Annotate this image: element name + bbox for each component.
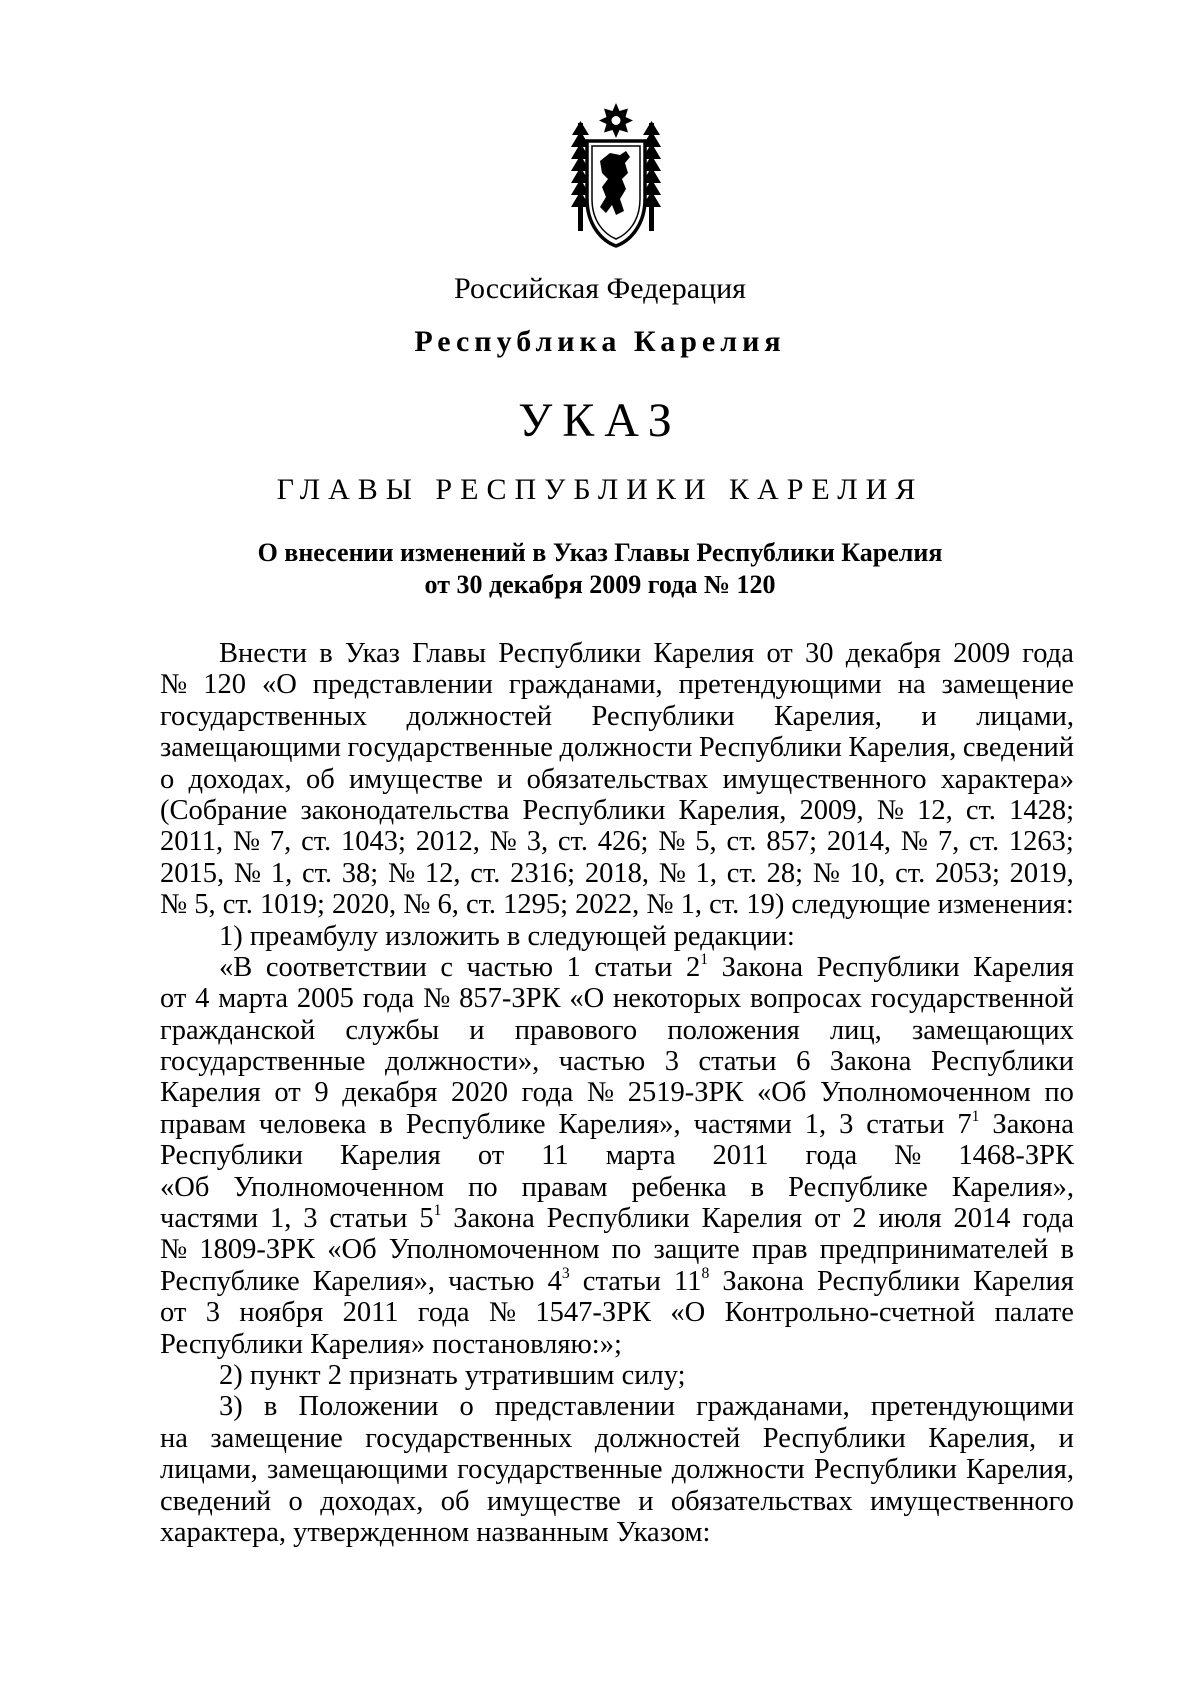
issuer-name: ГЛАВЫ РЕСПУБЛИКИ КАРЕЛИЯ <box>276 473 924 506</box>
body-line: государственных должностей Республики Карелия, и лицами, <box>160 700 1074 732</box>
body-line: сведений о доходах, об имуществе и обязательствах имущественного <box>160 1485 1074 1517</box>
body-line: на замещение государственных должностей Республики Карелия, и <box>160 1422 1074 1454</box>
document-body <box>160 638 1074 1548</box>
body-line: 2015, № 1, ст. 38; № 12, ст. 2316; 2018, № 1, ст. 28; № 10, ст. 2053; 2019, <box>160 857 1074 889</box>
body-line: Республики Карелия» постановляю:»; <box>160 1328 622 1360</box>
body-line: «Об Уполномоченном по правам ребенка в Республике Карелия», <box>160 1171 1074 1203</box>
body-line: правам человека в Республике Карелия», частями 1, 3 статьи $7^1$ Закона <box>160 1108 1074 1140</box>
body-line: от 4 марта 2005 года № 857-ЗРК «О некоторых вопросах государственной <box>160 983 1074 1015</box>
body-line: «В соответствии с частью 1 статьи $2^1$ Закона Республики Карелия <box>219 951 1074 983</box>
body-line: о доходах, об имуществе и обязательствах имущественного характера» <box>160 763 1074 795</box>
body-line: № 120 «О представлении гражданами, претендующими на замещение <box>160 669 1074 701</box>
body-line: замещающими государственные должности Республики Карелия, сведений <box>160 732 1074 764</box>
body-line: Карелия от 9 декабря 2020 года № 2519-ЗРК «Об Уполномоченном по <box>160 1077 1074 1109</box>
body-line: лицами, замещающими государственные должности Республики Карелия, <box>160 1454 1074 1486</box>
body-line: 3) в Положении о представлении гражданами, претендующими <box>219 1391 1074 1423</box>
document-title-line-2: от 30 декабря 2009 года № 120 <box>424 570 776 599</box>
country-name: Российская Федерация <box>454 272 746 305</box>
body-line: гражданской службы и правового положения лиц, замещающих <box>160 1014 1074 1046</box>
body-line: 2) пункт 2 признать утратившим силу; <box>219 1359 686 1391</box>
body-line: № 5, ст. 1019; 2020, № 6, ст. 1295; 2022, № 1, ст. 19) следующие изменения: <box>160 889 1074 921</box>
body-line: частями 1, 3 статьи $5^1$ Закона Республики Карелия от 2 июля 2014 года <box>160 1202 1074 1235</box>
body-line: государственные должности», частью 3 статьи 6 Закона Республики <box>160 1046 1074 1078</box>
body-line: характера, утвержденном названным Указом: <box>160 1516 711 1548</box>
republic-name: Республика Карелия <box>414 325 786 358</box>
body-line: Внести в Указ Главы Республики Карелия от 30 декабря 2009 года <box>219 638 1074 669</box>
body-line: № 1809-ЗРК «Об Уполномоченном по защите прав предпринимателей в <box>160 1234 1074 1266</box>
body-line: 1) преамбулу изложить в следующей редакции: <box>219 920 795 952</box>
body-line: 2011, № 7, ст. 1043; 2012, № 3, ст. 426; № 5, ст. 857; 2014, № 7, ст. 1263; <box>160 826 1074 858</box>
body-line: от 3 ноября 2011 года № 1547-ЗРК «О Контрольно-счетной палате <box>160 1297 1074 1329</box>
document-title-line-1: О внесении изменений в Указ Главы Республики Карелия <box>257 538 943 567</box>
document-type: УКАЗ <box>518 394 682 447</box>
body-line: Республики Карелия от 11 марта 2011 года № 1468-ЗРК <box>160 1140 1074 1172</box>
body-line: (Собрание законодательства Республики Карелия, 2009, № 12, ст. 1428; <box>160 794 1074 826</box>
coat-of-arms-emblem <box>570 103 662 249</box>
body-line: Республике Карелия», частью $4^3$ статьи $11^8$ Закона Республики Карелия <box>160 1265 1074 1297</box>
